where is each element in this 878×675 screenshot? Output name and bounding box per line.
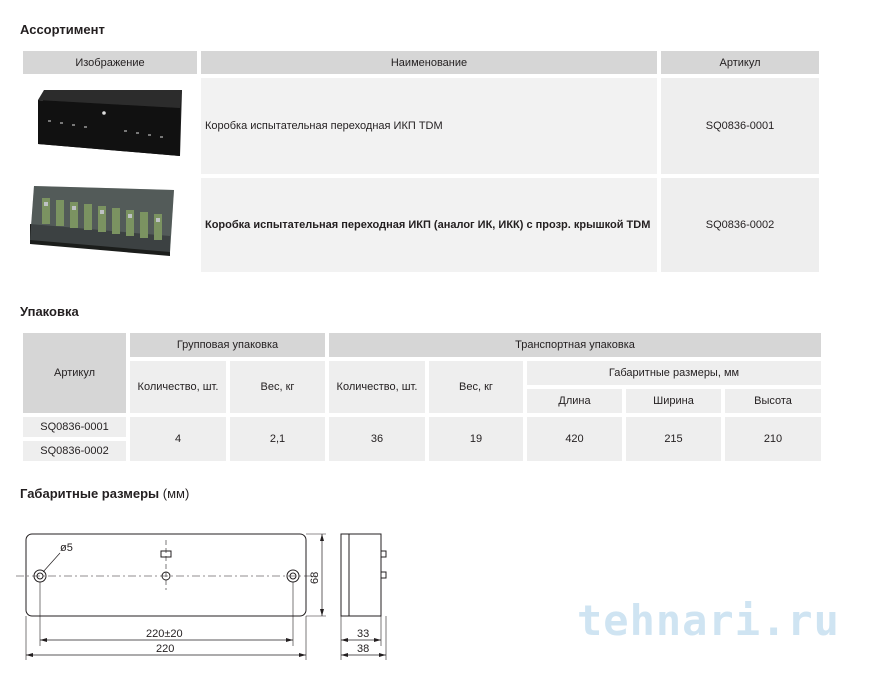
label-depth-outer: 38 (357, 643, 370, 655)
side-view-outline (341, 534, 381, 616)
col-header-image: Изображение (23, 51, 197, 74)
pack-header-transport-qty: Количество, шт. (329, 361, 425, 413)
assortment-title: Ассортимент (20, 22, 105, 37)
pack-header-width: Ширина (626, 389, 721, 413)
pack-value-group-qty: 4 (130, 417, 226, 461)
col-header-name: Наименование (201, 51, 657, 74)
label-hole-diameter: ø5 (60, 542, 73, 554)
pack-header-article: Артикул (23, 333, 126, 413)
pack-value-width: 215 (626, 417, 721, 461)
pack-value-length: 420 (527, 417, 622, 461)
dimensions-title (20, 486, 189, 501)
product-name-1: Коробка испытательная переходная ИКП TDM (201, 78, 657, 174)
dimensions-title-text: Габаритные размеры (20, 486, 160, 501)
pack-article-2: SQ0836-0002 (23, 441, 126, 461)
pack-header-height: Высота (725, 389, 821, 413)
pack-value-transport-weight: 19 (429, 417, 523, 461)
pack-value-group-weight: 2,1 (230, 417, 325, 461)
pack-header-length: Длина (527, 389, 622, 413)
pack-header-transport: Транспортная упаковка (329, 333, 821, 357)
product-name-2: Коробка испытательная переходная ИКП (аналог ИК, ИКК) с прозр. крышкой TDM (201, 178, 657, 272)
label-height: 68 (309, 571, 321, 584)
pack-value-height: 210 (725, 417, 821, 461)
pack-header-group: Групповая упаковка (130, 333, 325, 357)
label-hole-spacing: 220±20 (146, 628, 183, 640)
col-header-article: Артикул (661, 51, 819, 74)
label-overall-length: 220 (156, 643, 175, 655)
pack-article-1: SQ0836-0001 (23, 417, 126, 437)
pack-header-transport-weight: Вес, кг (429, 361, 523, 413)
pack-value-transport-qty: 36 (329, 417, 425, 461)
dimensions-unit: (мм) (162, 486, 190, 501)
pack-header-group-qty: Количество, шт. (130, 361, 226, 413)
label-depth-inner: 33 (357, 628, 370, 640)
product-image-black-box (24, 80, 196, 170)
watermark-logo: tehnari.ru (577, 596, 840, 645)
pack-header-group-weight: Вес, кг (230, 361, 325, 413)
product-image-transparent-box (24, 178, 196, 270)
product-article-1: SQ0836-0001 (661, 78, 819, 174)
pack-header-dims: Габаритные размеры, мм (527, 361, 821, 385)
packaging-title: Упаковка (20, 304, 79, 319)
product-article-2: SQ0836-0002 (661, 178, 819, 272)
dimension-drawing (0, 520, 420, 660)
